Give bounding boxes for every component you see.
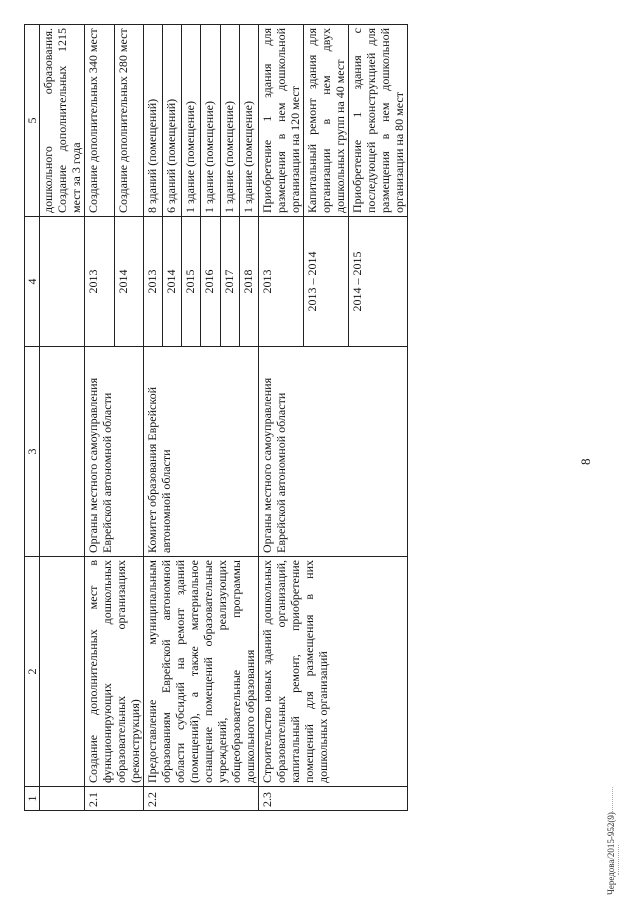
result-cell: 6 зданий (помещений) xyxy=(163,25,182,217)
header-col-2: 2 xyxy=(25,557,40,787)
page-number: 8 xyxy=(578,458,593,465)
result-cell: 1 здание (помещение) xyxy=(182,25,201,217)
executor-text: Органы местного самоуправления Еврейской автономной области xyxy=(259,347,408,557)
result-cell: Приобретение 1 здания с последующей реконструкцией для размещения в нем дошкольной организации на 80 мест xyxy=(349,25,408,217)
executor-text: Комитет образования Еврейской автономной области xyxy=(144,347,259,557)
year-cell: 2018 xyxy=(239,217,258,347)
year-cell: 2013 xyxy=(259,217,304,347)
table-row xyxy=(40,25,85,811)
year-cell: 2013 xyxy=(85,217,115,347)
measure-text: Строительство новых зданий дошкольных образовательных организаций, капитальный ремонт, приобретение помещений для размещения в них дошкольных организаций xyxy=(259,557,408,787)
measure-text: Создание дополнительных мест в функционирующих дошкольных образовательных организациях (реконструкция) xyxy=(85,557,144,787)
row-number: 2.1 xyxy=(85,787,144,811)
result-cell: Создание дополнительных 280 мест xyxy=(114,25,144,217)
result-cell: Создание дополнительных 340 мест xyxy=(85,25,115,217)
table-row xyxy=(144,25,163,811)
measure-text: Предоставление муниципальным образованиям Еврейской автономной области субсидий на ремонт зданий (помещений), а также материальное оснащение помещений образовательные учреждений, реализующих общеобразовательные программы дошкольного образования xyxy=(144,557,259,787)
margin-mark xyxy=(618,845,619,875)
result-cell: 8 зданий (помещений) xyxy=(144,25,163,217)
table-row xyxy=(85,25,115,811)
year-cell: 2017 xyxy=(220,217,239,347)
footer-code: Чередова/2015-952(9) xyxy=(606,812,616,895)
result-cell: 1 здание (помещение) xyxy=(201,25,220,217)
row-number: 2.3 xyxy=(259,787,408,811)
executor-text: Органы местного самоуправления Еврейской автономной области xyxy=(85,347,144,557)
continuation-result: дошкольного образования. Создание дополнительных 1215 мест за 3 года xyxy=(40,25,85,217)
year-cell: 2014 xyxy=(163,217,182,347)
result-cell: 1 здание (помещение) xyxy=(220,25,239,217)
year-cell: 2014 xyxy=(114,217,144,347)
table-row xyxy=(259,25,304,811)
program-measures-table xyxy=(24,24,408,811)
header-col-3: 3 xyxy=(25,347,40,557)
header-col-4: 4 xyxy=(25,217,40,347)
header-col-1: 1 xyxy=(25,787,40,811)
year-cell: 2013 – 2014 xyxy=(304,217,349,347)
header-col-5: 5 xyxy=(25,25,40,217)
year-cell: 2015 xyxy=(182,217,201,347)
result-cell: 1 здание (помещение) xyxy=(239,25,258,217)
result-cell: Приобретение 1 здания для размещения в нем дошкольной организации на 120 мест xyxy=(259,25,304,217)
year-cell: 2014 – 2015 xyxy=(349,217,408,347)
year-cell: 2016 xyxy=(201,217,220,347)
row-number: 2.2 xyxy=(144,787,259,811)
year-cell: 2013 xyxy=(144,217,163,347)
table-header-row xyxy=(25,25,40,811)
result-cell: Капитальный ремонт здания для организации в нем двух дошкольных групп на 40 мест xyxy=(304,25,349,217)
